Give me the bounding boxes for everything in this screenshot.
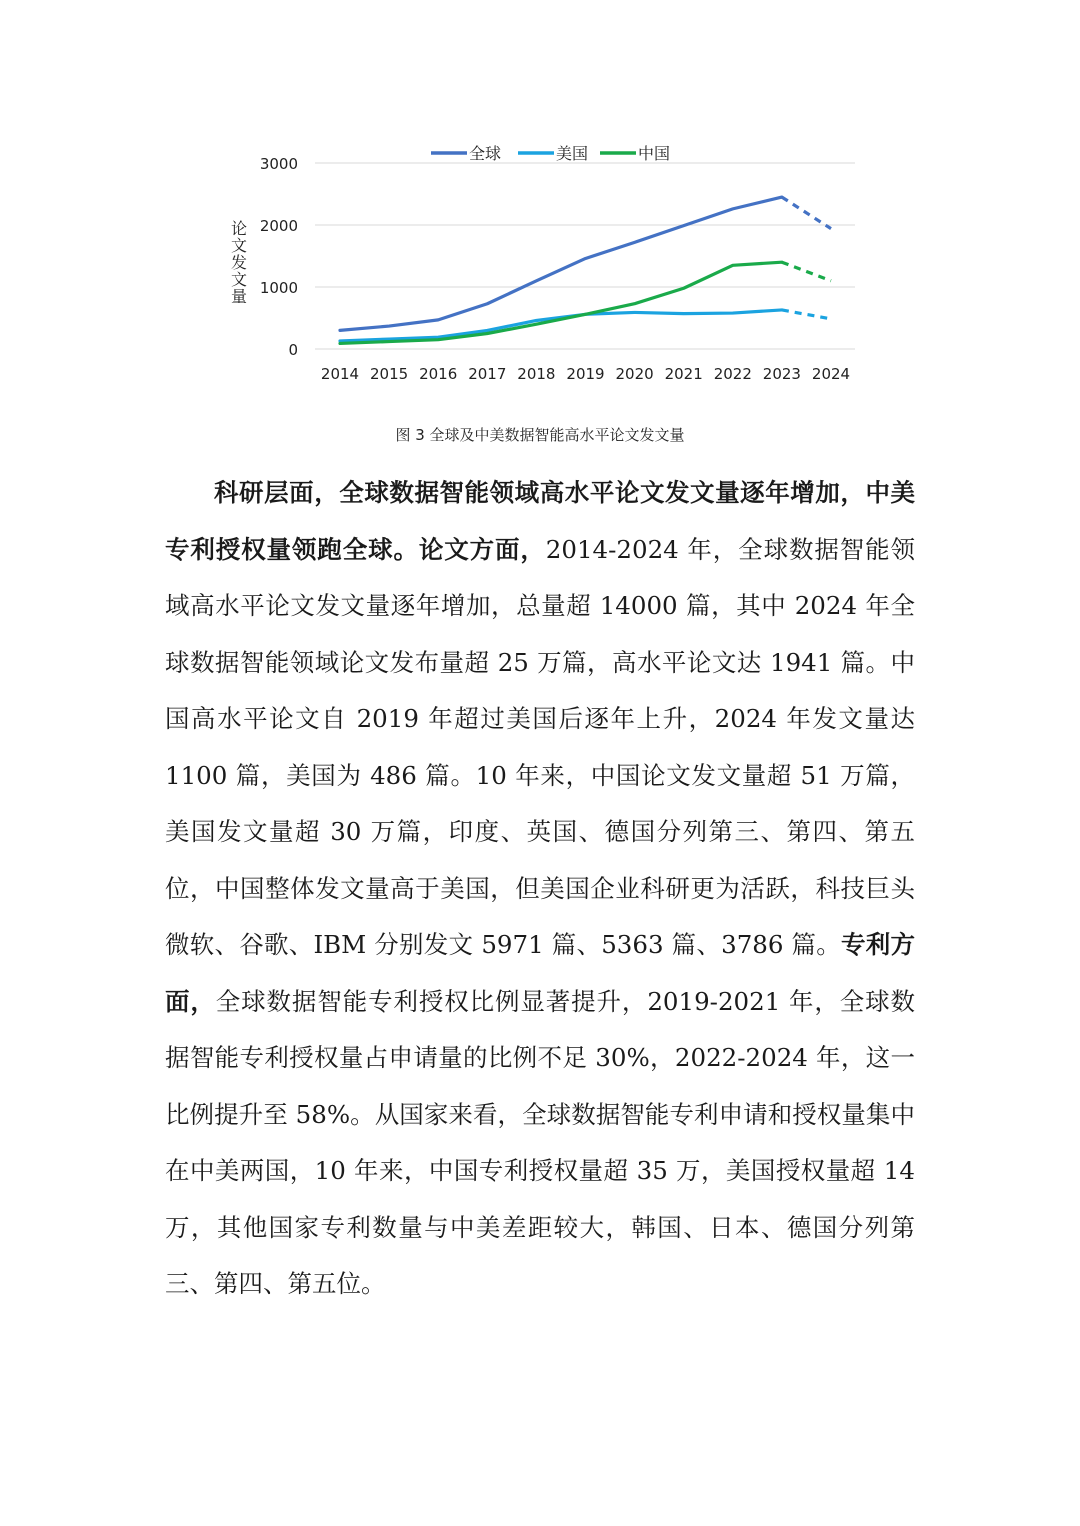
- paper-count-line-chart: [0, 0, 1080, 400]
- x-tick-label: 2014: [320, 365, 360, 383]
- series-projection-2: [782, 262, 831, 281]
- x-tick-label: 2022: [713, 365, 752, 383]
- y-axis-ticks: [260, 155, 298, 359]
- papers-text: 2014-2024 年，全球数据智能领域高水平论文发文量逐年增加，总量超 14000 篇，其中 2024 年全球数据智能领域论文发布量超 25 万篇，高水平论文达 1941 篇。中国高水平论文自 2019 年超过美国后逐年上升，2024 年发文量达 1100 篇，美国为 486 篇。10 年来，中国论文发文量超 51 万篇，美国发文量超 30 万篇，印度、英国、德国分列第三、第四、第五位，中国整体发文量高于美国，但美国企业科研更为活跃，科技巨头微软、谷歌、IBM 分别发文 5971 篇、5363 篇、3786 篇。: [165, 534, 915, 959]
- series-projection-1: [782, 310, 831, 319]
- x-tick-label: 2021: [664, 365, 703, 383]
- x-tick-label: 2017: [468, 365, 507, 383]
- body-paragraph: [165, 465, 915, 1313]
- x-tick-label: 2019: [566, 365, 605, 383]
- series-projection-0: [782, 197, 831, 229]
- papers-label: 论文方面，: [418, 534, 546, 564]
- figure-caption: 图 3 全球及中美数据智能高水平论文发文量: [395, 426, 685, 444]
- legend-label: 美国: [556, 144, 589, 163]
- patents-text: 全球数据智能专利授权比例显著提升，2019-2021 年，全球数据智能专利授权量占申请量的比例不足 30%，2022-2024 年，这一比例提升至 58%。从国家来看，全球数据智能专利申请和授权量集中在中美两国，10 年来，中国专利授权量超 35 万，美国授权量超 14 万，其他国家专利数量与中美差距较大，韩国、日本、德国分列第三、第四、第五位。: [165, 986, 916, 1298]
- chart-gridlines: [315, 163, 855, 349]
- y-axis-label: 论文发文量: [228, 220, 248, 305]
- x-tick-label: 2020: [615, 365, 654, 383]
- x-tick-label: 2023: [762, 365, 801, 383]
- x-axis-ticks: [321, 365, 850, 383]
- legend-label: 中国: [638, 144, 671, 163]
- chart-series: [340, 197, 831, 343]
- x-tick-label: 2016: [419, 365, 458, 383]
- x-tick-label: 2024: [811, 365, 851, 383]
- y-tick-label: 1000: [259, 279, 298, 297]
- y-tick-label: 2000: [259, 217, 298, 235]
- x-tick-label: 2018: [517, 365, 556, 383]
- series-line-2: [340, 262, 782, 343]
- x-tick-label: 2015: [370, 365, 409, 383]
- y-tick-label: 0: [288, 341, 298, 359]
- series-line-0: [340, 197, 782, 330]
- patents-label: 专利方面，: [165, 930, 915, 1016]
- y-tick-label: 3000: [259, 155, 298, 173]
- legend-label: 全球: [469, 144, 502, 163]
- lead-bold-sentence: 科研层面，全球数据智能领域高水平论文发文量逐年增加，中美专利授权量领跑全球。: [165, 478, 915, 564]
- chart-legend: [431, 144, 670, 163]
